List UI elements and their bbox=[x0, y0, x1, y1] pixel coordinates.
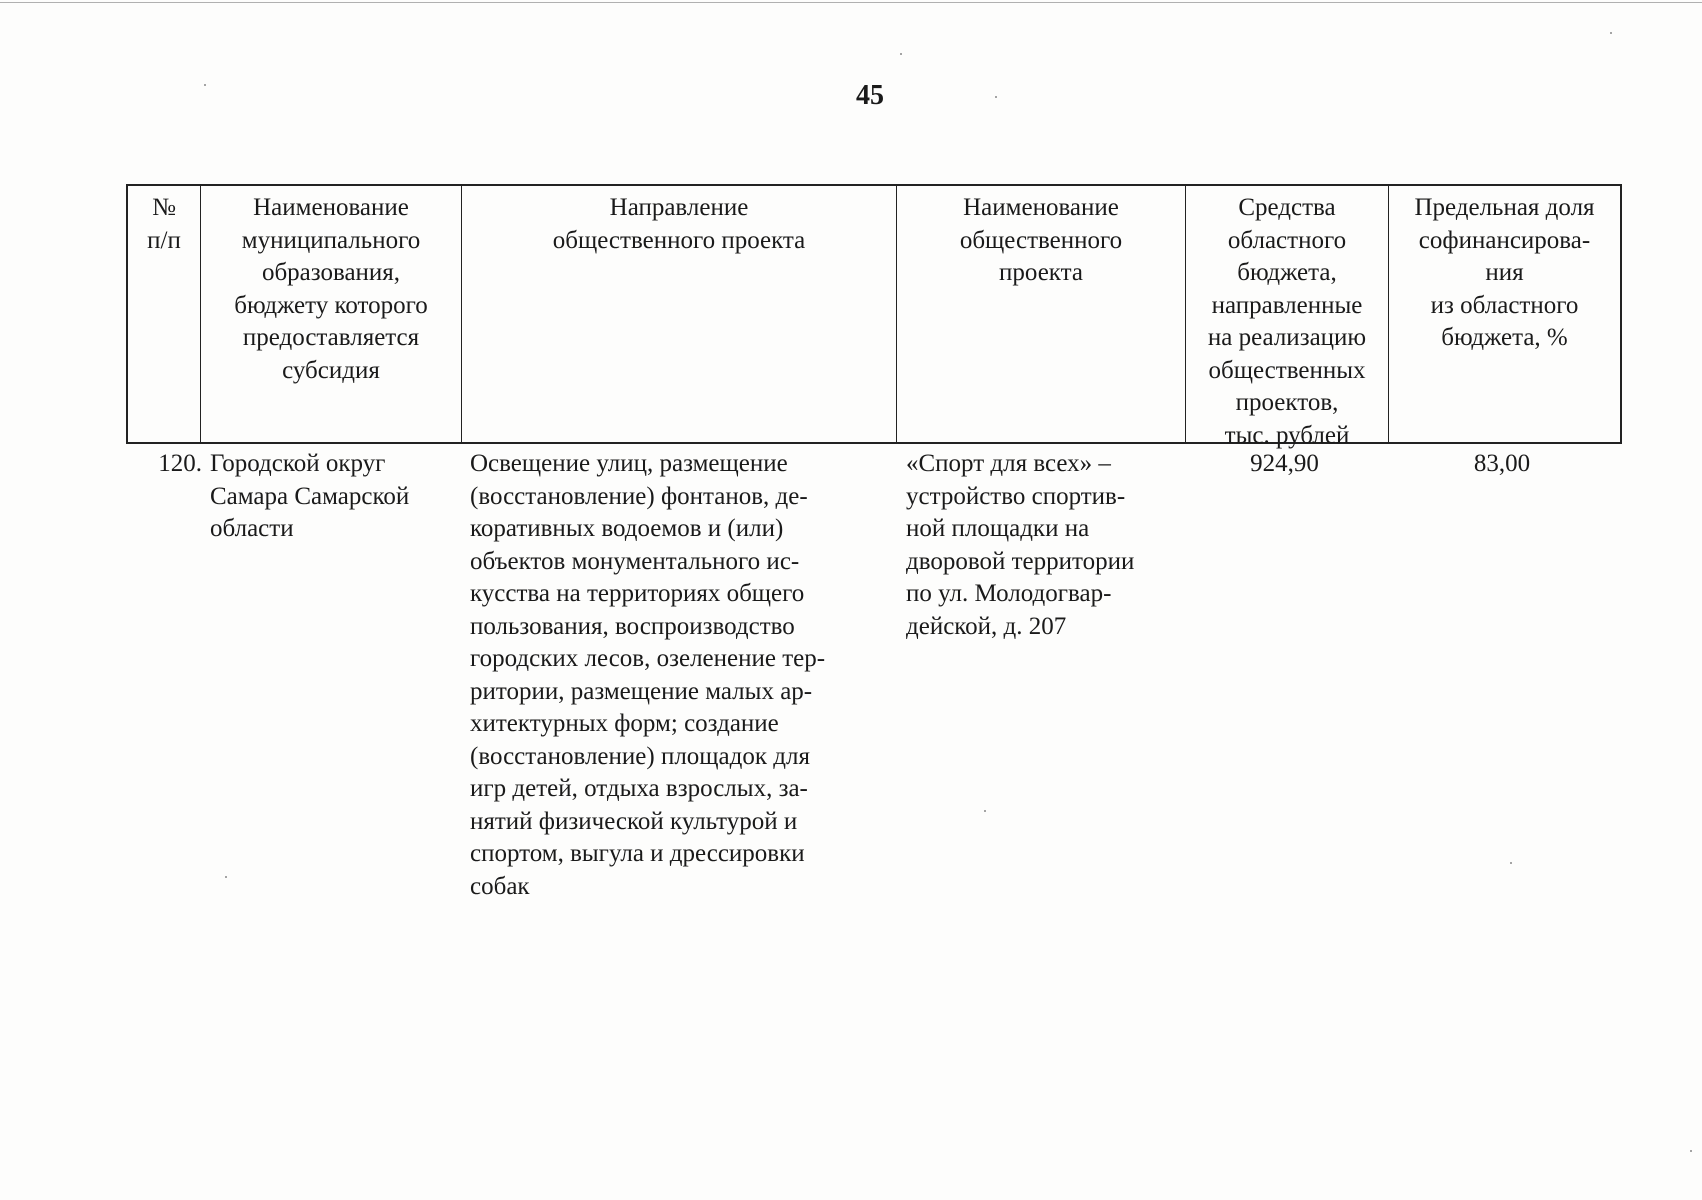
row-project-name: «Спорт для всех» – устройство спортив- ной площадки на дворовой территории по ул. Молодогвар- дейской, д. 207 bbox=[906, 450, 1135, 640]
scan-speck bbox=[225, 876, 227, 878]
header-municipality: Наименование муниципального образования, бюджету которого предоставляется субсидия bbox=[200, 186, 461, 442]
page-top-edge bbox=[0, 2, 1702, 3]
scan-speck bbox=[204, 84, 206, 86]
row-direction: Освещение улиц, размещение (восстановление) фонтанов, де- коративных водоемов и (или) объектов монументального ис- кусства на территориях общего пользования, воспроизводство городских лесов, озеленение тер- ритории, размещение малых ар- хитектурных форм; создание (восстановление) площадок для игр детей, отдыха взрослых, за- нятий физической культурой и спортом, выгула и дрессировки собак bbox=[470, 450, 826, 900]
header-number: № п/п bbox=[147, 194, 181, 254]
header-project-name: Наименование общественного проекта bbox=[896, 186, 1185, 442]
row-number: 120. bbox=[158, 450, 202, 477]
header-funds: Средства областного бюджета, направленные на реализацию общественных проектов, тыс. рублей bbox=[1185, 186, 1388, 442]
header-share: Предельная доля софинансирова- ния из областного бюджета, % bbox=[1388, 186, 1620, 442]
scan-speck bbox=[984, 810, 986, 812]
row-municipality: Городской округ Самара Самарской области bbox=[210, 450, 410, 542]
scan-speck bbox=[1510, 862, 1512, 864]
row-funds: 924,90 bbox=[1250, 450, 1319, 477]
header-direction: Направление общественного проекта bbox=[461, 186, 896, 442]
scan-speck bbox=[1610, 32, 1612, 34]
table-header bbox=[126, 184, 1622, 449]
page-number: 45 bbox=[856, 80, 884, 111]
scan-speck bbox=[900, 53, 902, 55]
row-share: 83,00 bbox=[1473, 450, 1531, 477]
scan-speck bbox=[1690, 1150, 1692, 1152]
scan-speck bbox=[995, 96, 997, 98]
